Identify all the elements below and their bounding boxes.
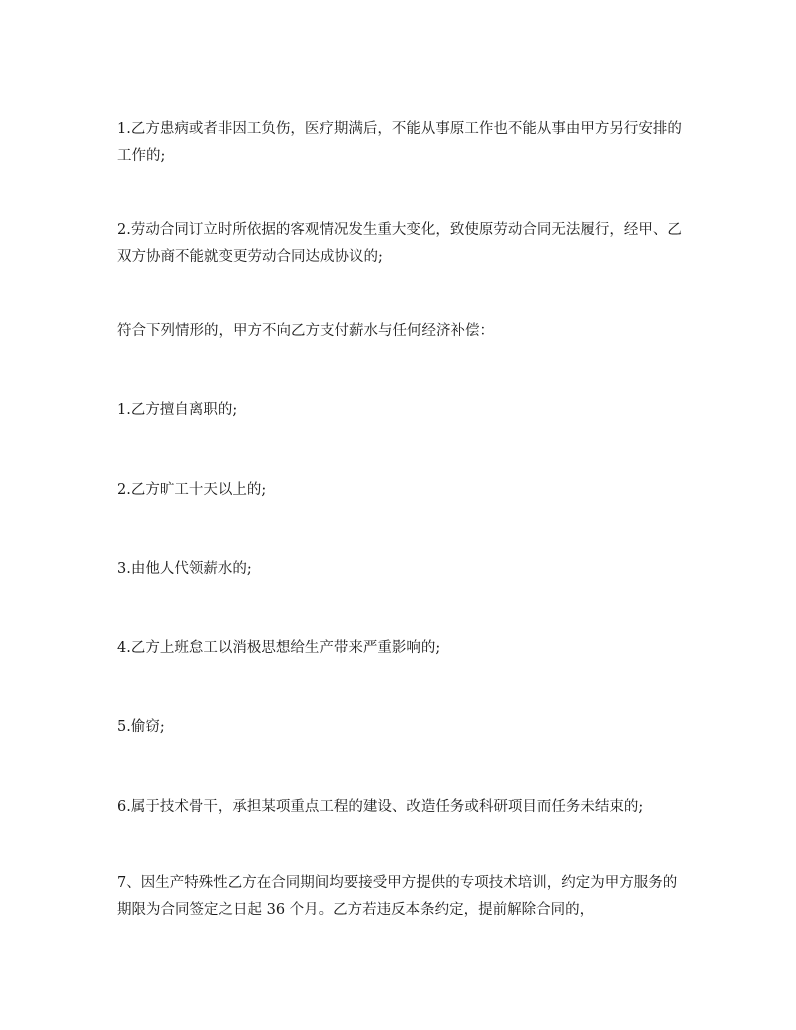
clause-training-service-period: 7、因生产特殊性乙方在合同期间均要接受甲方提供的专项技术培训，约定为甲方服务的期限为合同签定之日起 36 个月。乙方若违反本条约定，提前解除合同的， [117, 875, 678, 918]
item-theft: 5.偷窃; [117, 719, 165, 735]
clause-circumstance-change: 2.劳动合同订立时所依据的客观情况发生重大变化，致使原劳动合同无法履行，经甲、乙双方协商不能就变更劳动合同达成协议的; [117, 222, 682, 265]
clause-illness-injury: 1.乙方患病或者非因工负伤，医疗期满后，不能从事原工作也不能从事由甲方另行安排的工作的; [117, 121, 682, 164]
item-unauthorized-leave: 1.乙方擅自离职的; [117, 402, 238, 418]
item-technical-backbone: 6.属于技术骨干，承担某项重点工程的建设、改造任务或科研项目而任务未结束的; [117, 799, 644, 815]
item-absenteeism: 2.乙方旷工十天以上的; [117, 482, 267, 498]
item-salary-by-proxy: 3.由他人代领薪水的; [117, 561, 252, 577]
no-compensation-heading: 符合下列情形的，甲方不向乙方支付薪水与任何经济补偿： [117, 323, 494, 339]
item-work-slowdown: 4.乙方上班怠工以消极思想给生产带来严重影响的; [117, 640, 441, 656]
